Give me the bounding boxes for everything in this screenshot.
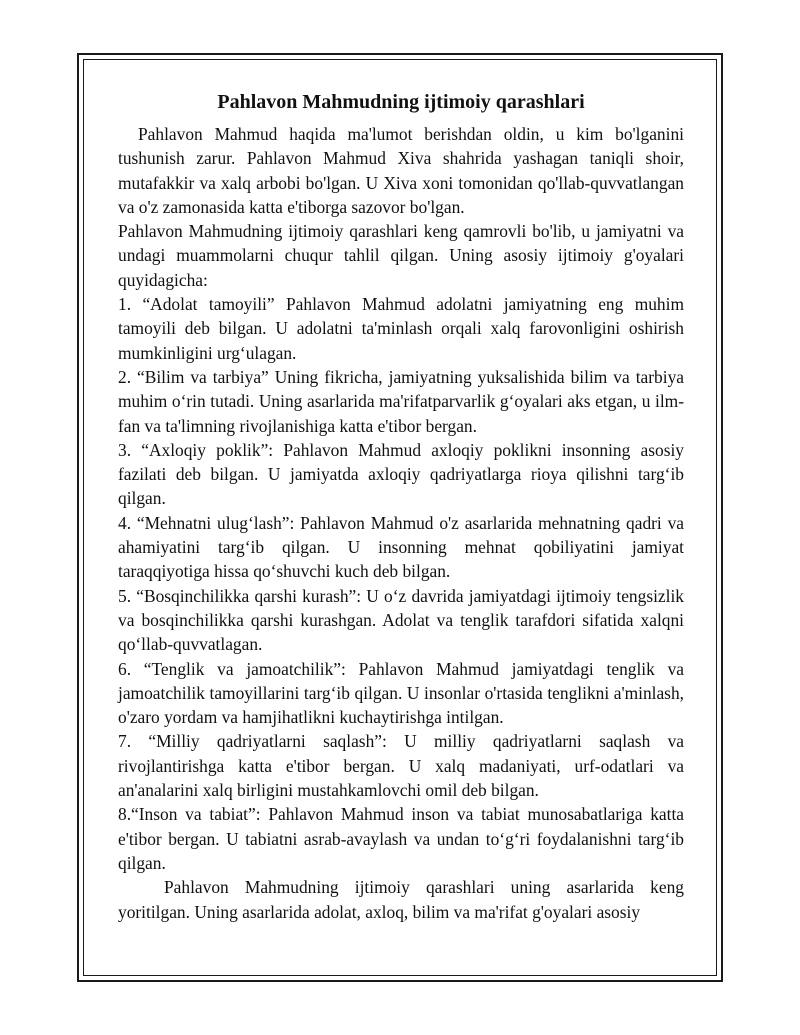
list-item-bosqinchilik: 5. “Bosqinchilikka qarshi kurash”: U o‘z davrida jamiyatdagi ijtimoiy tengsizlik va bosqinchilikka qarshi kurashgan. Adolat va tenglik tarafdori sifatida xalqni qo‘llab-quvvatlagan. xyxy=(118,585,684,655)
list-item-axloq: 3. “Axloqiy poklik”: Pahlavon Mahmud axloqiy poklikni insonning asosiy fazilati deb bilgan. U jamiyatda axloqiy qadriyatlarga rioya qilishni targ‘ib qilgan. xyxy=(118,439,684,509)
list-item-tenglik: 6. “Tenglik va jamoatchilik”: Pahlavon Mahmud jamiyatdagi tenglik va jamoatchilik tamoyillarini targ‘ib qilgan. U insonlar o'rtasida tenglikni a'minlash, o'zaro yordam va hamjihatlikni kuchaytirishga intilgan. xyxy=(118,658,684,728)
list-item-tabiat: 8.“Inson va tabiat”: Pahlavon Mahmud inson va tabiat munosabatlariga katta e'tibor bergan. U tabiatni asrab-avaylash va undan to‘g‘ri foydalanishni targ‘ib qilgan. xyxy=(118,804,684,873)
list-item-milliy: 7. “Milliy qadriyatlarni saqlash”: U milliy qadriyatlarni saqlash va rivojlantirishga katta e'tibor bergan. U xalq madaniyati, urf-odatlari va an'analarini xalq birligini mustahkamlovchi omil deb bilgan. xyxy=(118,731,684,801)
document-title: Pahlavon Mahmudning ijtimoiy qarashlari xyxy=(217,91,585,113)
list-item-mehnat: 4. “Mehnatni ulug‘lash”: Pahlavon Mahmud o'z asarlarida mehnatning qadri va ahamiyatini targ‘ib qilgan. U insonning mehnat qobiliyatini jamiyat taraqqiyotiga hissa qo‘shuvchi kuch deb bilgan. xyxy=(118,512,684,582)
list-item-bilim: 2. “Bilim va tarbiya” Uning fikricha, jamiyatning yuksalishida bilim va tarbiya muhim o‘rin tutadi. Uning asarlarida ma'rifatparvarlik g‘oyalari aks etgan, u ilm-fan va ta'limning rivojlanishiga katta e'tibor bergan. xyxy=(118,366,684,436)
document-body xyxy=(118,88,684,924)
paragraph-conclusion: Pahlavon Mahmudning ijtimoiy qarashlari uning asarlarida keng yoritilgan. Uning asarlarida adolat, axloq, bilim va ma'rifat g'oyalari asosiy xyxy=(118,877,684,922)
paragraph-intro: Pahlavon Mahmud haqida ma'lumot berishdan oldin, u kim bo'lganini tushunish zarur. Pahlavon Mahmud Xiva shahrida yashagan taniqli shoir, mutafakkir va xalq arbobi bo'lgan. U Xiva xoni tomonidan qo'llab-quvvatlangan va o'z zamonasida katta e'tiborga sazovor bo'lgan. xyxy=(118,124,684,217)
list-item-adolat: 1. “Adolat tamoyili” Pahlavon Mahmud adolatni jamiyatning eng muhim tamoyili deb bilgan. U adolatni ta'minlash orqali xalq farovonligini oshirish mumkinligini urg‘ulagan. xyxy=(118,294,684,363)
paragraph-overview: Pahlavon Mahmudning ijtimoiy qarashlari keng qamrovli bo'lib, u jamiyatni va undagi muammolarni chuqur tahlil qilgan. Uning asosiy ijtimoiy g'oyalari quyidagicha: xyxy=(118,221,684,290)
